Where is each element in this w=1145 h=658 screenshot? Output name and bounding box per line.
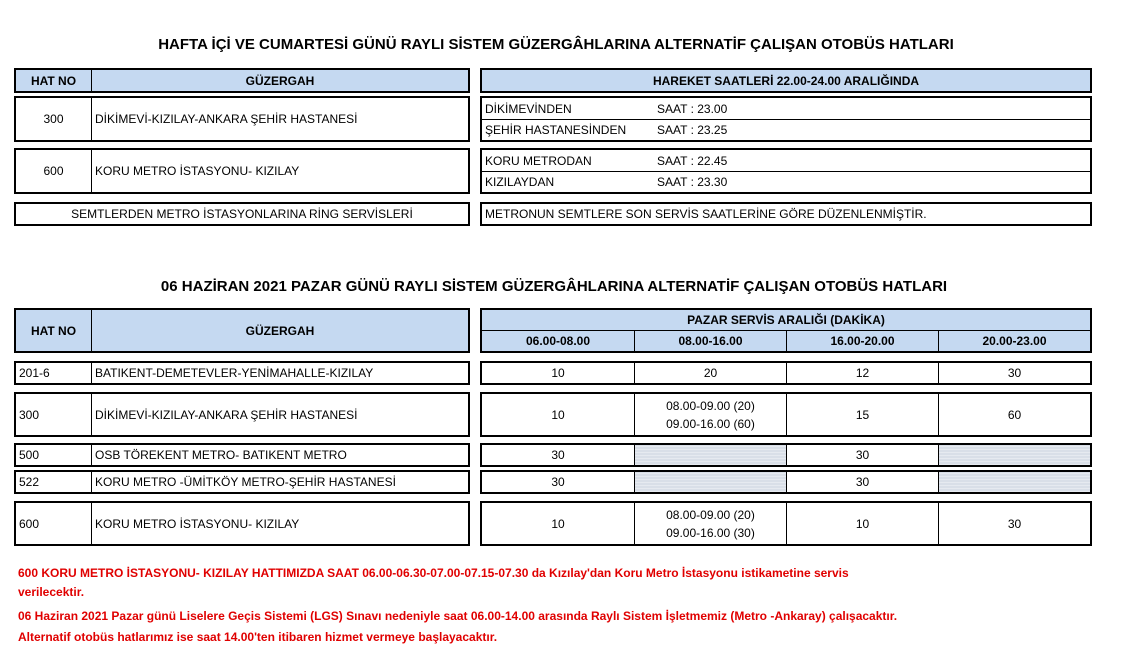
s2-row-500-hat-no: 500 [19,448,40,462]
s1-row-300-time-2: SAAT : 23.25 [657,123,728,137]
s2-row-300-v1: 10 [551,407,565,422]
s2-row-500-right [480,443,1092,467]
s2-row-201-6-v4: 30 [1007,366,1022,380]
s1-row-300-loc-2: ŞEHİR HASTANESİNDEN [485,123,627,137]
s2-header-right [480,308,1092,353]
s2-row-500-route: OSB TÖREKENT METRO- BATIKENT METRO [95,448,347,462]
s1-row-300-loc-1: DİKİMEVİNDEN [485,101,572,116]
section2-title: 06 HAZİRAN 2021 PAZAR GÜNÜ RAYLI SİSTEM GÜZERGÂHLARINA ALTERNATİF ÇALIŞAN OTOBÜS HATLARI [160,278,948,295]
s2-row-600-hat-no: 600 [19,516,40,531]
s2-row-522-v4-empty [939,472,1090,492]
s2-row-300-hat-no: 300 [19,407,40,422]
s1-row-300-time-1: SAAT : 23.00 [657,101,728,116]
s2-row-522-hat-no: 522 [19,475,40,489]
s1-row-600-hat-no: 600 [43,164,64,178]
s2-row-600-left [14,501,470,546]
s2-header-hat-no: HAT NO [30,323,77,338]
s1-row-600-route: KORU METRO İSTASYONU- KIZILAY [95,164,300,178]
s2-header-aralik: PAZAR SERVİS ARALIĞI (DAKİKA) [687,313,885,327]
s2-row-201-6-v2: 20 [703,366,718,380]
s2-row-500-v3: 30 [855,448,870,462]
s2-row-500-v1: 30 [551,448,565,462]
s2-row-522-v2-empty [635,472,786,492]
note-line-1: 600 KORU METRO İSTASYONU- KIZILAY HATTIMIZDA SAAT 06.00-06.30-07.00-07.15-07.30 da Kızılay'dan Koru Metro İstasyonu istikametine servis [18,566,849,580]
s2-row-201-6-right [480,361,1092,385]
s2-row-201-6-route: BATIKENT-DEMETEVLER-YENİMAHALLE-KIZILAY [95,366,374,380]
s2-row-300-route: DİKİMEVİ-KIZILAY-ANKARA ŞEHİR HASTANESİ [95,407,358,422]
s2-row-600-v2 [635,503,786,544]
s2-row-300-v2a: 08.00-09.00 (20) [666,398,755,413]
s2-row-201-6-v1: 10 [551,366,565,380]
s1-header-left [14,68,470,93]
s1-ring-left: SEMTLERDEN METRO İSTASYONLARINA RİNG SERVİSLERİ [14,202,470,226]
s1-row-600-left [14,148,470,194]
s2-row-522-v3: 30 [855,475,870,489]
s2-row-300-v3: 15 [855,407,870,422]
s1-row-300-hat-no: 300 [43,112,64,126]
s2-row-300-right [480,392,1092,437]
s1-header-guzergah: GÜZERGAH [245,73,315,88]
s1-header-hat-no: HAT NO [30,73,77,88]
s1-row-300-times [480,96,1092,142]
note-line-3: 06 Haziran 2021 Pazar günü Liselere Geçis Sistemi (LGS) Sınavı nedeniyle saat 06.00-14.00 arasında Raylı Sistem İşletmemiz (Metro -Ankaray) çalışacaktır. [18,609,898,623]
s2-period-3: 16.00-20.00 [830,334,895,348]
note-line-4: Alternatif otobüs hatlarımız ise saat 14.00'ten itibaren hizmet vermeye başlayacaktır. [18,630,498,644]
s1-ring-right: METRONUN SEMTLERE SON SERVİS SAATLERİNE GÖRE DÜZENLENMİŞTİR. [480,202,1092,226]
s2-period-1: 06.00-08.00 [525,334,591,348]
s2-period-2: 08.00-16.00 [678,334,743,348]
s2-row-600-v1: 10 [551,516,565,531]
s2-row-300-v4: 60 [1007,407,1022,422]
note-line-2: verilecektir. [18,585,85,599]
s1-row-600-loc-1: KORU METRODAN [485,153,592,168]
s1-row-300-left [14,96,470,142]
s2-row-522-right [480,470,1092,494]
s2-row-300-left [14,392,470,437]
s2-row-500-v4-empty [939,445,1090,465]
section1-title: HAFTA İÇİ VE CUMARTESİ GÜNÜ RAYLI SİSTEM GÜZERGÂHLARINA ALTERNATİF ÇALIŞAN OTOBÜS HATLARI [158,36,954,53]
s2-row-300-v2 [635,394,786,435]
s2-row-201-6-left [14,361,470,385]
s2-row-201-6-v3: 12 [855,366,870,380]
s1-row-600-loc-2: KIZILAYDAN [485,175,555,189]
s2-row-600-right [480,501,1092,546]
s1-row-600-time-1: SAAT : 22.45 [657,153,728,168]
s2-row-600-v2b: 09.00-16.00 (30) [666,525,755,540]
s2-period-4: 20.00-23.00 [982,334,1047,348]
s2-row-201-6-hat-no: 201-6 [19,366,50,380]
s1-row-600-time-2: SAAT : 23.30 [657,175,728,189]
s2-row-600-v3: 10 [855,516,870,531]
s2-row-600-route: KORU METRO İSTASYONU- KIZILAY [95,516,300,531]
s2-row-300-v2b: 09.00-16.00 (60) [666,416,755,431]
s2-row-522-route: KORU METRO -ÜMİTKÖY METRO-ŞEHİR HASTANESİ [95,475,396,489]
s2-row-500-v2-empty [635,445,786,465]
s1-header-hareket: HAREKET SAATLERİ 22.00-24.00 ARALIĞINDA [480,68,1092,93]
s2-header-guzergah: GÜZERGAH [245,323,315,338]
s2-row-600-v2a: 08.00-09.00 (20) [666,507,755,522]
s2-row-522-left [14,470,470,494]
s2-row-500-left [14,443,470,467]
s2-header-left [14,308,470,353]
s1-row-300-route: DİKİMEVİ-KIZILAY-ANKARA ŞEHİR HASTANESİ [95,112,358,126]
s1-row-600-times [480,148,1092,194]
s2-row-522-v1: 30 [551,475,565,489]
s2-row-600-v4: 30 [1007,516,1022,531]
